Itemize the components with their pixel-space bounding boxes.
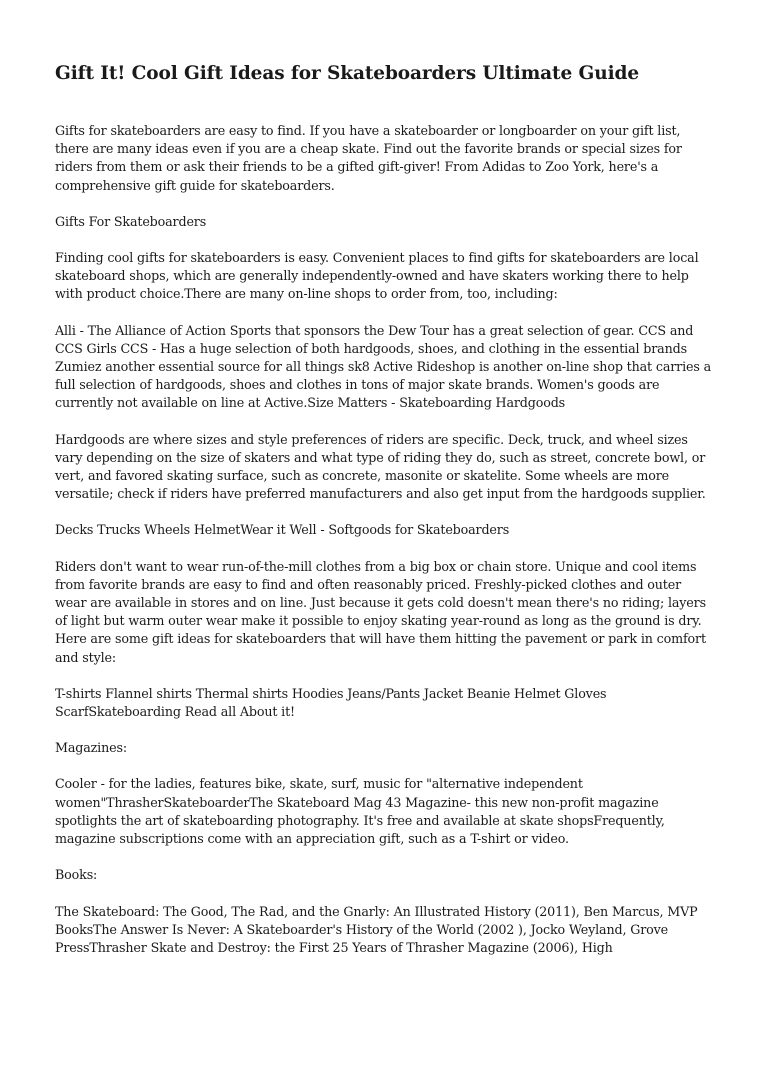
document-title: Gift It! Cool Gift Ideas for Skateboarders Ultimate Guide	[55, 63, 639, 84]
paragraph-finding-gifts: Finding cool gifts for skateboarders is easy. Convenient places to find gifts for skateboarders are local skateboard shops, which are generally independently-owned and have skaters working there to help with product choice.There are many on-line shops to order from, too, including:	[55, 250, 699, 302]
paragraph-books: The Skateboard: The Good, The Rad, and the Gnarly: An Illustrated History (2011), Ben Marcus, MVP BooksThe Answer Is Never: A Skateboarder's History of the World (2002 ), Jocko Weyland, Grove PressThrasher Skate and Destroy: the First 25 Years of Thrasher Magazine (2006), High	[55, 903, 698, 955]
paragraph-magazines: Cooler - for the ladies, features bike, skate, surf, music for "alternative independent women"ThrasherSkateboarderThe Skateboard Mag 43 Magazine- this new non-profit magazine spotlights the art of skateboarding photography. It's free and available at skate shopsFrequently, magazine subscriptions come with an appreciation gift, such as a T-shirt or video.	[55, 776, 665, 847]
paragraph-softgoods-list: T-shirts Flannel shirts Thermal shirts Hoodies Jeans/Pants Jacket Beanie Helmet Gloves ScarfSkateboarding Read all About it!	[55, 685, 607, 720]
paragraph-magazines-heading: Magazines:	[55, 740, 127, 756]
paragraph-softgoods: Riders don't want to wear run-of-the-mill clothes from a big box or chain store. Unique and cool items from favorite brands are easy to find and often reasonably priced. Freshly-picked clothes and outer wear are available in stores and on line. Just because it gets cold doesn't mean there's no riding; layers of light but warm outer wear make it possible to enjoy skating year-round as long as the ground is dry. Here are some gift ideas for skateboarders that will have them hitting the pavement or park in comfort and style:	[55, 558, 706, 665]
document-body	[55, 122, 715, 975]
paragraph-books-heading: Books:	[55, 867, 98, 883]
paragraph-hardgoods: Hardgoods are where sizes and style preferences of riders are specific. Deck, truck, and wheel sizes vary depending on the size of skaters and what type of riding they do, such as street, concrete bowl, or vert, and favored skating surface, such as concrete, masonite or skatelite. Some wheels are more versatile; check if riders have preferred manufacturers and also get input from the hardgoods supplier.	[55, 431, 706, 502]
paragraph-gifts-heading: Gifts For Skateboarders	[55, 213, 207, 229]
paragraph-intro: Gifts for skateboarders are easy to find. If you have a skateboarder or longboarder on your gift list, there are many ideas even if you are a cheap skate. Find out the favorite brands or special sizes for riders from them or ask their friends to be a gifted gift-giver! From Adidas to Zoo York, here's a comprehensive gift guide for skateboarders.	[55, 123, 682, 193]
paragraph-shops: Alli - The Alliance of Action Sports that sponsors the Dew Tour has a great selection of gear. CCS and CCS Girls CCS - Has a huge selection of both hardgoods, shoes, and clothing in the essential brands Zumiez another essential source for all things sk8 Active Rideshop is another on-line shop that carries a full selection of hardgoods, shoes and clothes in tons of major skate brands. Women's goods are currently not available on line at Active.Size Matters - Skateboarding Hardgoods	[55, 322, 712, 411]
paragraph-hardgoods-list: Decks Trucks Wheels HelmetWear it Well - Softgoods for Skateboarders	[55, 522, 510, 538]
